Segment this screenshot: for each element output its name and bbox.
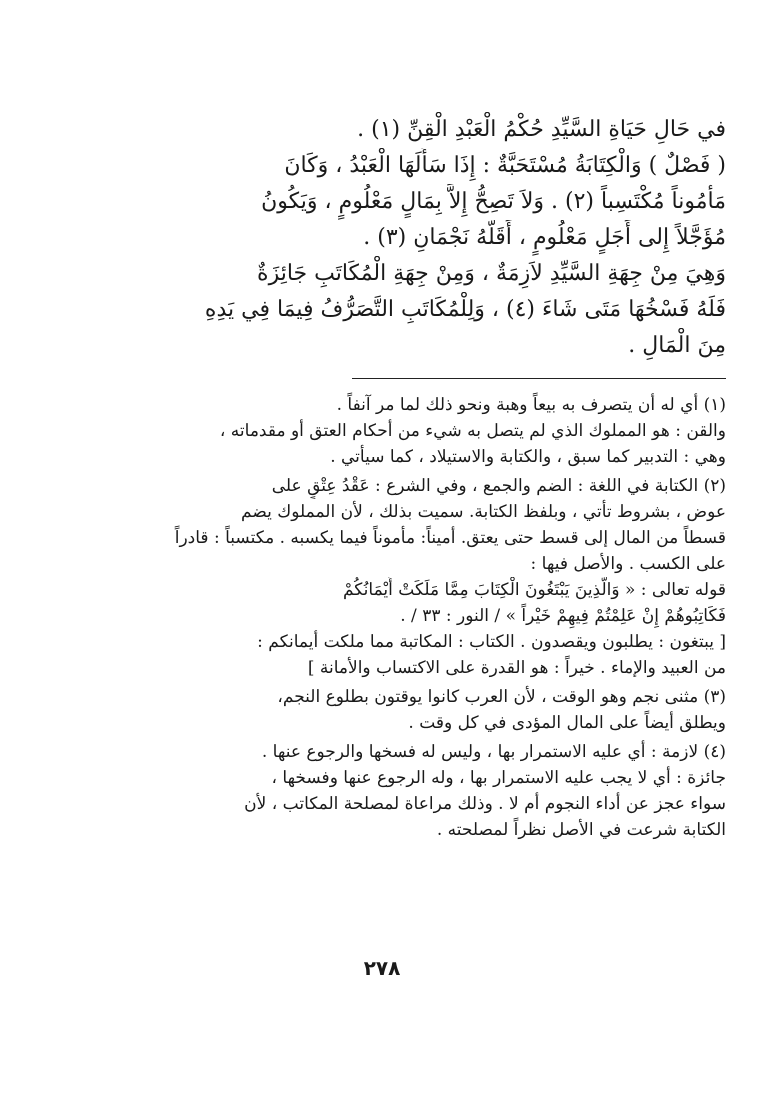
footnote-line: (٣) مثنى نجم وهو الوقت ، لأن العرب كانوا يوقتون بطلوع النجم، [277, 687, 726, 707]
main-text-line: في حَالِ حَيَاةِ السَّيِّدِ حُكْمُ الْعَبْدِ الْقِنِّ (١) . [357, 117, 726, 142]
footnote-2 [92, 473, 726, 681]
main-text-line: مُؤَجَّلاً إِلى أَجَلٍ مَعْلُومٍ ، أَقَلُّهُ نَجْمَانِ (٣) . [363, 225, 726, 250]
footnote-line: (٢) الكتابة في اللغة : الضم والجمع ، وفي الشرع : عَقْدُ عِتْقٍ على [271, 476, 726, 496]
footnote-line: فَكَاتِبُوهُمْ إِنْ عَلِمْتُمْ فِيهِمْ خَيْراً » / النور : ٣٣ / . [400, 606, 726, 626]
main-text-line: وَهِيَ مِنْ جِهَةِ السَّيِّدِ لاَزِمَةٌ ، وَمِنْ جِهَةِ الْمُكَاتَبِ جَائِزَةٌ [257, 261, 726, 286]
main-text-line: ( فَصْلٌ ) وَالْكِتَابَةُ مُسْتَحَبَّةٌ : إِذَا سَأَلَهَا الْعَبْدُ ، وَكَانَ [284, 153, 726, 178]
footnote-line: (١) أي له أن يتصرف به بيعاً وهبة ونحو ذلك لما مر آنفاً . [336, 395, 726, 415]
footnote-3 [92, 684, 726, 736]
footnote-line: على الكسب . والأصل فيها : [530, 554, 726, 574]
footnote-line: قسطاً من المال إلى قسط حتى يعتق. أميناً: مأموناً فيما يكسبه . مكتسباً : قادراً [174, 528, 726, 548]
page-number: ٢٧٨ [363, 956, 401, 980]
footnote-line: عوض ، بشروط تأتي ، وبلفظ الكتابة. سميت بذلك ، لأن المملوك يضم [241, 502, 726, 522]
footnote-line: جائزة : أي لا يجب عليه الاستمرار بها ، وله الرجوع عنها وفسخها ، [271, 768, 726, 788]
footnotes [92, 392, 726, 843]
footnote-line: الكتابة شرعت في الأصل نظراً لمصلحته . [436, 820, 726, 840]
footnote-line: [ يبتغون : يطلبون ويقصدون . الكتاب : المكاتبة مما ملكت أيمانكم : [257, 632, 726, 652]
footnote-line: وهي : التدبير كما سبق ، والكتابة والاستيلاد ، كما سيأتي . [330, 447, 726, 467]
footnote-line: والقن : هو المملوك الذي لم يتصل به شيء من أحكام العتق أو مقدماته ، [219, 421, 726, 441]
main-text-line: مَأْمُوناً مُكْتَسِباً (٢) . وَلاَ تَصِحُّ إِلاَّ بِمَالٍ مَعْلُومٍ ، وَيَكُونُ [261, 189, 726, 214]
footnote-line: من العبيد والإماء . خيراً : هو القدرة على الاكتساب والأمانة ] [307, 658, 726, 678]
main-text-line: مِنَ الْمَالِ . [628, 333, 726, 358]
main-text [92, 112, 726, 364]
footnote-line: سواء عجز عن أداء النجوم أم لا . وذلك مراعاة لمصلحة المكاتب ، لأن [244, 794, 726, 814]
footnote-divider [352, 378, 726, 379]
footnote-4 [92, 739, 726, 843]
footnote-line: (٤) لازمة : أي عليه الاستمرار بها ، وليس له فسخها والرجوع عنها . [261, 742, 726, 762]
footnote-1 [92, 392, 726, 470]
footnote-line: قوله تعالى : « وَالَّذِينَ يَبْتَغُونَ الْكِتَابَ مِمَّا مَلَكَتْ أَيْمَانُكُمْ [342, 580, 726, 600]
main-text-line: فَلَهُ فَسْخُهَا مَتَى شَاءَ (٤) ، وَلِلْمُكَاتَبِ التَّصَرُّفُ فِيمَا فِي يَدِهِ [204, 297, 726, 322]
footnote-line: ويطلق أيضاً على المال المؤدى في كل وقت . [408, 713, 726, 733]
